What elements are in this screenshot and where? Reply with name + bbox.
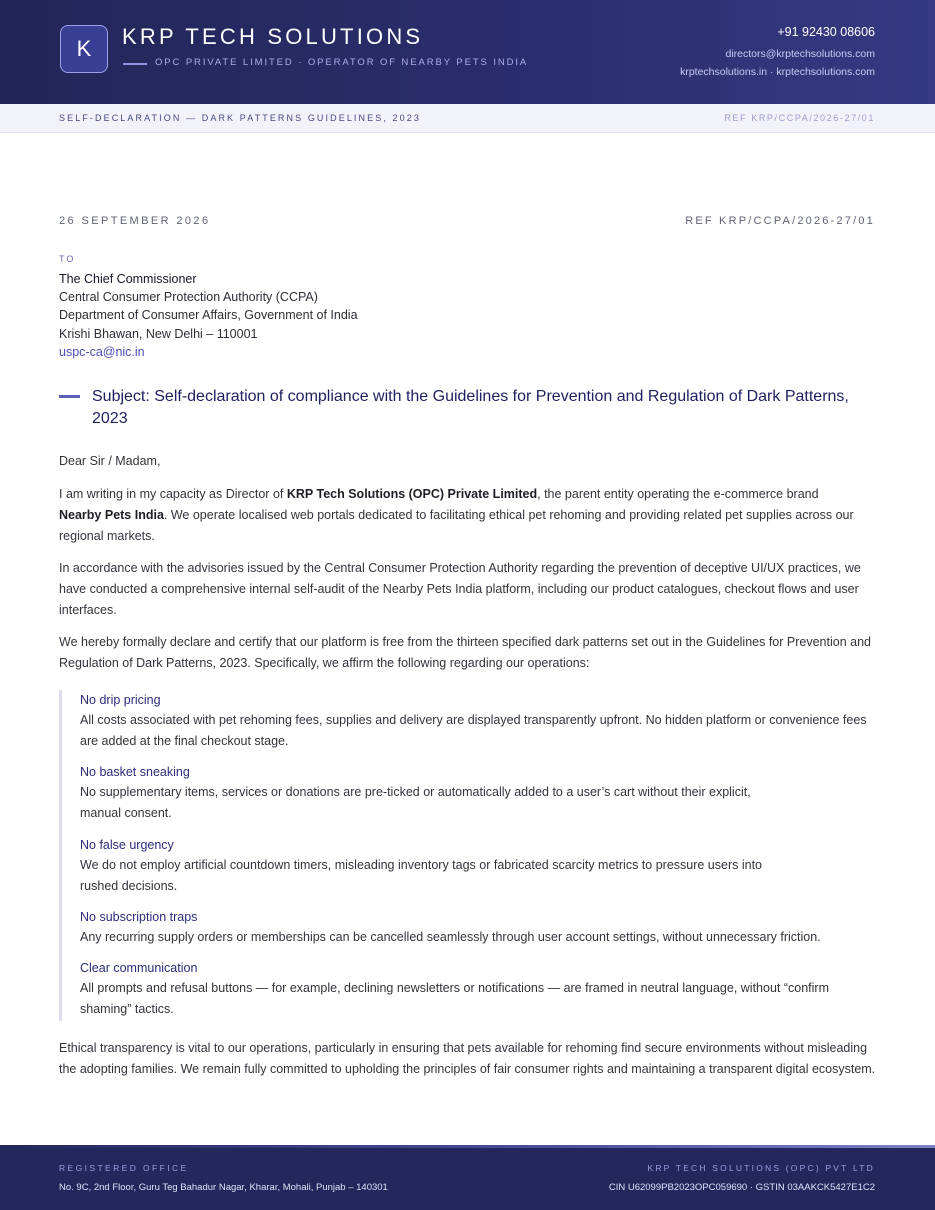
letterhead-header	[0, 0, 935, 104]
salutation: Dear Sir / Madam,	[59, 454, 161, 468]
recipient-line-3: Krishi Bhawan, New Delhi – 110001	[59, 326, 258, 341]
recipient-name: The Chief Commissioner	[59, 272, 197, 286]
strip-title: SELF-DECLARATION — DARK PATTERNS GUIDELINES, 2023	[59, 113, 421, 123]
affirmation-item	[80, 762, 880, 824]
footer-accent-line	[0, 1145, 935, 1148]
brand-name-bold: Nearby Pets India	[59, 508, 164, 522]
recipient-address	[59, 270, 358, 361]
recipient-email-link[interactable]: uspc-ca@nic.in	[59, 344, 145, 359]
affirmation-item	[80, 835, 880, 897]
affirmation-title: No false urgency	[80, 838, 174, 852]
affirmation-desc-line: We do not employ artificial countdown timers, misleading inventory tags or fabricated scarcity metrics to pressure users into	[80, 858, 763, 872]
letter-date: 26 SEPTEMBER 2026	[59, 215, 211, 227]
affirmation-title: No drip pricing	[80, 693, 161, 707]
contact-phone: +91 92430 08606	[777, 25, 875, 39]
logo-letter: K	[76, 36, 92, 61]
recipient-line-1: Central Consumer Protection Authority (CCPA)	[59, 290, 318, 305]
footer-office-label: REGISTERED OFFICE	[59, 1163, 189, 1173]
contact-block	[680, 25, 875, 79]
affirmation-item	[80, 690, 880, 752]
affirmation-desc-line: No supplementary items, services or donations are pre-ticked or automatically added to a user’s cart without their explicit,	[80, 785, 751, 799]
footer-office-address: No. 9C, 2nd Floor, Guru Teg Bahadur Nagar, Kharar, Mohali, Punjab – 140301	[59, 1182, 388, 1193]
strip-ref: REF KRP/CCPA/2026-27/01	[724, 113, 875, 123]
paragraph-declaration: We hereby formally declare and certify that our platform is free from the thirteen specified dark patterns set out in the Guidelines for Prevention and Regulation of Dark Patterns, 2023. Specifically, we affirm the following regarding our operations:	[59, 635, 871, 670]
paragraph-audit: In accordance with the advisories issued by the Central Consumer Protection Authority regarding the prevention of deceptive UI/UX practices, we have conducted a comprehensive internal self-audit of the Nearby Pets India platform, including our product catalogues, checkout flows and user interfaces.	[59, 561, 861, 617]
affirmation-description: All prompts and refusal buttons — for example, declining newsletters or notifications — are framed in neutral language, without “confirm shaming” tactics.	[80, 981, 829, 1016]
letterhead-footer	[0, 1145, 935, 1210]
letter-ref: REF KRP/CCPA/2026-27/01	[685, 215, 875, 227]
brand-tagline: OPC PRIVATE LIMITED · OPERATOR OF NEARBY PETS INDIA	[155, 57, 529, 68]
footer-company-label: KRP TECH SOLUTIONS (OPC) PVT LTD	[647, 1163, 875, 1173]
contact-email-link[interactable]: directors@krptechsolutions.com	[725, 48, 875, 60]
affirmation-description: Any recurring supply orders or memberships can be cancelled seamlessly through user account settings, without unnecessary friction.	[80, 930, 821, 944]
affirmation-description	[80, 855, 880, 897]
affirmation-title: Clear communication	[80, 961, 198, 975]
affirmations-list	[59, 690, 879, 1021]
letter-subject: Subject: Self-declaration of compliance with the Guidelines for Prevention and Regulation of Dark Patterns, 2023	[92, 388, 849, 427]
recipient-line-2: Department of Consumer Affairs, Government of India	[59, 308, 358, 323]
brand-divider	[123, 63, 147, 65]
company-name-bold: KRP Tech Solutions (OPC) Private Limited	[286, 487, 538, 501]
affirmation-item	[80, 958, 880, 1020]
contact-website-links[interactable]: krptechsolutions.in · krptechsolutions.com	[680, 66, 875, 78]
affirmation-title: No basket sneaking	[80, 765, 190, 779]
affirmation-desc-line: manual consent.	[80, 806, 172, 820]
company-logo	[60, 25, 108, 73]
document-strip	[0, 104, 935, 133]
affirmation-desc-line: rushed decisions.	[80, 879, 178, 893]
to-label: TO	[59, 254, 76, 264]
intro-text-c: . We operate localised web portals dedicated to facilitating ethical pet rehoming and providing related pet supplies across our regional markets.	[59, 508, 854, 543]
intro-text-a: I am writing in my capacity as Director of	[59, 487, 287, 501]
affirmation-item	[80, 907, 880, 948]
subject-accent-bar	[59, 395, 80, 398]
paragraph-intro	[59, 484, 879, 547]
paragraph-closing: Ethical transparency is vital to our operations, particularly in ensuring that pets available for rehoming find secure environments without misleading the adopting families. We remain fully committed to upholding the principles of fair consumer rights and maintaining a transparent digital ecosystem.	[59, 1041, 876, 1076]
affirmation-description: All costs associated with pet rehoming fees, supplies and delivery are displayed transparently upfront. No hidden platform or convenience fees are added at the final checkout stage.	[80, 713, 867, 748]
affirmation-title: No subscription traps	[80, 910, 198, 924]
footer-registration-ids: CIN U62099PB2023OPC059690 · GSTIN 03AAKCK5427E1C2	[608, 1182, 875, 1193]
affirmation-description	[80, 782, 880, 824]
intro-text-b: , the parent entity operating the e-commerce brand	[537, 487, 819, 501]
brand-name: KRP TECH SOLUTIONS	[122, 24, 424, 49]
